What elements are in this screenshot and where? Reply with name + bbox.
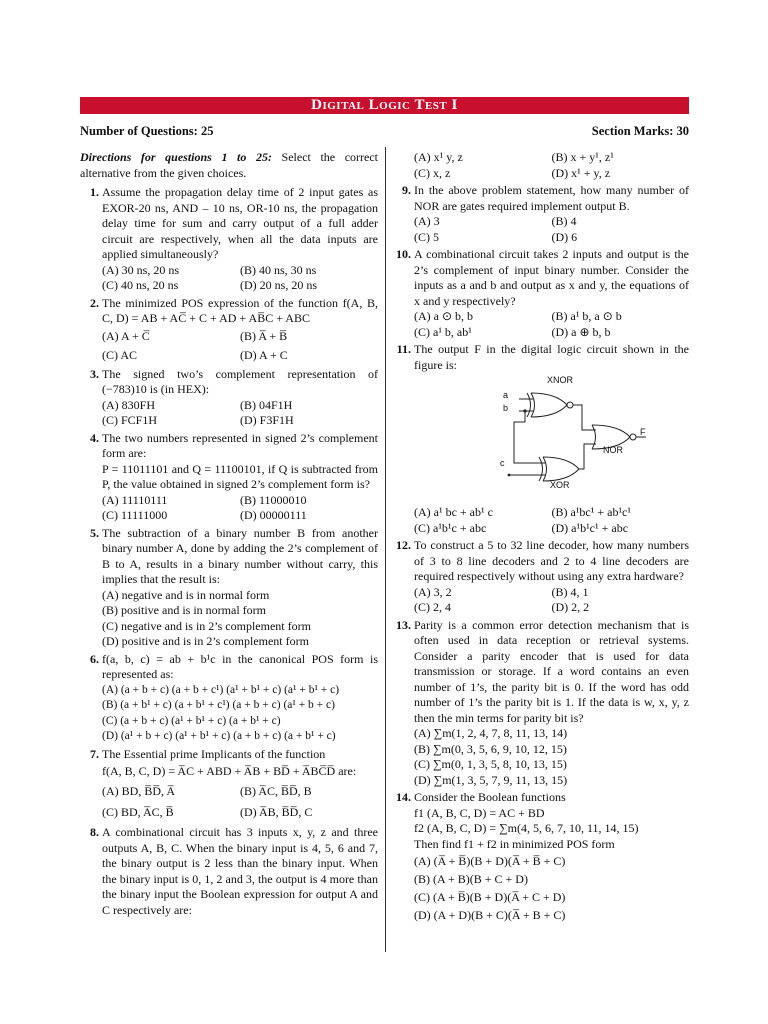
question-8-options <box>392 150 689 181</box>
option-b: (B) ∑m(0, 3, 5, 6, 9, 10, 12, 15) <box>414 741 567 756</box>
option-a: (A) ∑m(1, 2, 4, 7, 8, 11, 13, 14) <box>414 726 568 740</box>
option-b: (B) 4 <box>551 214 577 228</box>
option-d: (D) a¹b¹c¹ + abc <box>551 520 629 535</box>
option-a: (A) x¹ y, z <box>414 150 463 164</box>
question-text: A combinational circuit takes 2 inputs and output is the 2’s complement of input binary number. Consider the inputs as a and b and output as x and y, the equations of x and y respectively? <box>414 247 689 308</box>
option-d: (D) F3F1H <box>240 413 294 427</box>
question-text: A combinational circuit has 3 inputs x, y, z and three outputs A, B, C. When the binary input is 4, 5, 6 and 7, the binary output is 2 less than the binary input. When the binary input is 0, 1, 2 and 3, the output is 4 more than the binary input the Boolean expression for output A and C respectively are: <box>102 825 378 917</box>
question-text: Consider the Boolean functions <box>414 790 566 804</box>
option-a: (A) a¹ bc + ab¹ c <box>414 505 493 519</box>
option-d: (D) a ⊕ b, b <box>551 324 611 339</box>
option-d: (D) positive and is in 2’s complement form <box>102 634 309 648</box>
question-text: The two numbers represented in signed 2’s complement form are: <box>102 430 378 460</box>
option-a: (A) 3, 2 <box>414 584 452 599</box>
option-c: (C) a¹ b, ab¹ <box>414 324 472 339</box>
question-text: To construct a 5 to 32 line decoder, how many numbers of 3 to 8 line decoders and 2 to 4 line decoders are required respectively without using any extra hardware? <box>414 538 689 583</box>
option-d: (D) A̅B, B̅D̅, C <box>240 805 313 819</box>
option-d: (D) 00000111 <box>240 508 307 522</box>
question-text: Parity is a common error detection mechanism that is often used in data reception or retrieval systems. Consider a parity encoder that is used for data transmission or storage. If a word contains an even number of 1’s, the parity bit is 0. If the word has odd number of 1’s the parity bit is 1. If the data is w, x, y, z then the min terms for parity bit is? <box>414 617 689 725</box>
option-a: (A) negative and is in normal form <box>102 587 270 602</box>
option-d: (D) 20 ns, 20 ns <box>240 278 317 292</box>
option-c: (C) AC <box>102 347 138 362</box>
option-c: (C) negative and is in 2’s complement form <box>102 618 311 633</box>
logic-circuit-figure <box>414 375 711 505</box>
option-c: (C) FCF1H <box>102 413 158 427</box>
options <box>102 781 378 823</box>
option-c: (C) BD, A̅C, B̅ <box>102 805 174 819</box>
option-a: (A) 830FH <box>102 397 155 412</box>
question-text: The subtraction of a binary number B from another binary number A, done by adding the 2’s complement of B to A, results in a binary number without carry, this implies that the result is: <box>102 525 378 586</box>
question-text: The Essential prime Implicants of the function <box>102 746 326 761</box>
question-text-continued: P = 11011101 and Q = 11100101, if Q is subtracted from P, the value obtained in signed 2’s complement form is? <box>102 461 378 491</box>
question-6 <box>80 652 378 745</box>
question-10 <box>392 247 689 340</box>
question-4 <box>80 431 378 524</box>
question-number: 14. <box>396 790 411 804</box>
section-marks: Section Marks: 30 <box>591 124 689 138</box>
question-number: 5. <box>90 525 99 540</box>
options <box>414 505 689 536</box>
option-d: (D) A + C <box>240 347 288 362</box>
option-a: (A) (a + b + c) (a + b + c¹) (a¹ + b¹ + c) (a¹ + b¹ + c) <box>102 683 340 696</box>
options <box>414 309 689 340</box>
options <box>414 852 689 924</box>
label-nor: NOR <box>603 445 623 455</box>
option-b: (B) A̅ + B̅ <box>240 328 288 343</box>
option-a: (A) a ⊙ b, b <box>414 309 474 323</box>
right-column <box>392 150 689 926</box>
option-c: (C) (A + B̅)(B + D)(A̅ + C + D) <box>414 890 566 904</box>
option-c: (C) 5 <box>414 229 439 244</box>
option-b: (B) 04F1H <box>240 397 293 412</box>
question-text-continued: f(A, B, C, D) = A̅C + ABD + A̅B + BD̅ + A̅BC̅D̅ are: <box>102 764 357 778</box>
option-b: (B) (a + b¹ + c) (a + b¹ + c¹) (a + b + c) (a¹ + b + c) <box>102 699 335 711</box>
question-text: The signed two’s complement representation of (−783)10 is (in HEX): <box>102 366 378 396</box>
options <box>102 588 378 650</box>
question-number: 3. <box>90 366 99 381</box>
question-number: 7. <box>90 746 99 761</box>
question-text: The minimized POS expression of the function f(A, B, C, D) = AB + AC̅ + C + AD + AB̅C + ABC <box>102 295 378 325</box>
label-b: b <box>503 403 509 413</box>
option-a: (A) A + C̅ <box>102 328 150 343</box>
options <box>102 263 378 294</box>
option-c: (C) a¹b¹c + abc <box>414 520 487 535</box>
question-8 <box>80 825 378 918</box>
question-number: 12. <box>396 538 411 552</box>
option-a: (A) BD, B̅D̅, A̅ <box>102 784 176 798</box>
options <box>414 726 689 788</box>
option-d: (D) ∑m(1, 3, 5, 7, 9, 11, 13, 15) <box>414 772 568 787</box>
question-number: 10. <box>396 247 411 261</box>
options <box>414 585 689 616</box>
options <box>414 214 689 245</box>
directions <box>80 150 378 181</box>
option-b: (B) 11000010 <box>240 492 307 507</box>
question-2 <box>80 296 378 365</box>
question-number: 8. <box>90 825 99 839</box>
option-b: (B) positive and is in normal form <box>102 603 266 617</box>
option-d: (D) (a¹ + b + c) (a¹ + b¹ + c) (a + b + c) (a + b¹ + c) <box>102 730 336 742</box>
option-a: (A) 3 <box>414 214 440 228</box>
option-b: (B) 4, 1 <box>551 584 589 599</box>
left-column <box>80 150 378 920</box>
question-11 <box>392 342 689 536</box>
label-xor: XOR <box>550 480 570 490</box>
test-title-banner: Digital Logic Test I <box>80 97 689 114</box>
option-c: (C) 11111000 <box>102 508 168 522</box>
option-b: (B) (A + B)(B + C + D) <box>414 872 528 886</box>
option-d: (D) x¹ + y, z <box>551 165 611 180</box>
question-number: 2. <box>90 295 99 310</box>
option-c: (C) ∑m(0, 1, 3, 5, 8, 10, 13, 15) <box>414 757 567 771</box>
option-d: (D) 2, 2 <box>551 600 590 614</box>
option-c: (C) 2, 4 <box>414 600 451 614</box>
function-f2: f2 (A, B, C, D) = ∑m(4, 5, 6, 7, 10, 11, 14, 15) <box>414 821 639 835</box>
option-b: (B) 40 ns, 30 ns <box>240 262 317 277</box>
question-number: 9. <box>402 183 411 197</box>
option-b: (B) a¹ b, a ⊙ b <box>551 309 622 323</box>
label-c: c <box>500 458 505 468</box>
question-number: 6. <box>90 651 99 666</box>
option-b: (B) x + y¹, z¹ <box>551 150 614 164</box>
directions-text: Select the correct alternative from the given choices. <box>80 150 378 180</box>
label-f: F <box>640 427 646 437</box>
option-c: (C) x, z <box>414 165 451 180</box>
question-3 <box>80 367 378 429</box>
option-d: (D) 6 <box>551 229 578 244</box>
label-a: a <box>503 390 509 400</box>
function-f1: f1 (A, B, C, D) = AC + BD <box>414 805 545 820</box>
options <box>102 493 378 524</box>
question-text: In the above problem statement, how many number of NOR are gates required implement output B. <box>414 183 689 213</box>
question-13 <box>392 618 689 789</box>
options <box>102 398 378 429</box>
question-12 <box>392 538 689 616</box>
option-a: (A) 11110111 <box>102 492 168 507</box>
option-a: (A) (A̅ + B̅)(B + D)(A̅ + B̅ + C) <box>414 854 566 868</box>
question-text: f(a, b, c) = ab + b¹c in the canonical POS form is represented as: <box>102 651 378 681</box>
instruction: Then find f1 + f2 in minimized POS form <box>414 836 615 851</box>
option-d: (D) (A + D)(B + C)(A̅ + B + C) <box>414 908 566 922</box>
options <box>102 683 378 745</box>
option-c: (C) 40 ns, 20 ns <box>102 278 179 292</box>
options <box>102 327 378 365</box>
option-a: (A) 30 ns, 20 ns <box>102 262 179 277</box>
number-of-questions: Number of Questions: 25 <box>80 124 214 138</box>
question-7 <box>80 747 378 824</box>
question-number: 1. <box>90 185 99 199</box>
option-c: (C) (a + b + c) (a¹ + b¹ + c) (a + b¹ + c) <box>102 714 281 727</box>
question-text: The output F in the digital logic circuit shown in the figure is: <box>414 342 689 372</box>
question-9 <box>392 183 689 245</box>
question-number: 4. <box>90 430 99 445</box>
options <box>414 150 689 181</box>
option-b: (B) a¹bc¹ + ab¹c¹ <box>551 505 631 519</box>
question-number: 11. <box>396 342 411 356</box>
directions-lead: Directions for questions 1 to 25: <box>80 150 272 164</box>
question-text: Assume the propagation delay time of 2 input gates as EXOR-20 ns, AND – 10 ns, OR-10 ns, the propagation delay time for sum and carry output of a full adder circuit are respectively, when all the data inputs are applied simultaneously? <box>102 185 378 261</box>
label-xnor: XNOR <box>547 375 574 385</box>
question-5 <box>80 526 378 650</box>
question-number: 13. <box>396 617 411 632</box>
column-divider <box>385 147 386 952</box>
option-b: (B) A̅C, B̅D̅, B <box>240 784 312 798</box>
question-14 <box>392 790 689 924</box>
question-1 <box>80 185 378 294</box>
